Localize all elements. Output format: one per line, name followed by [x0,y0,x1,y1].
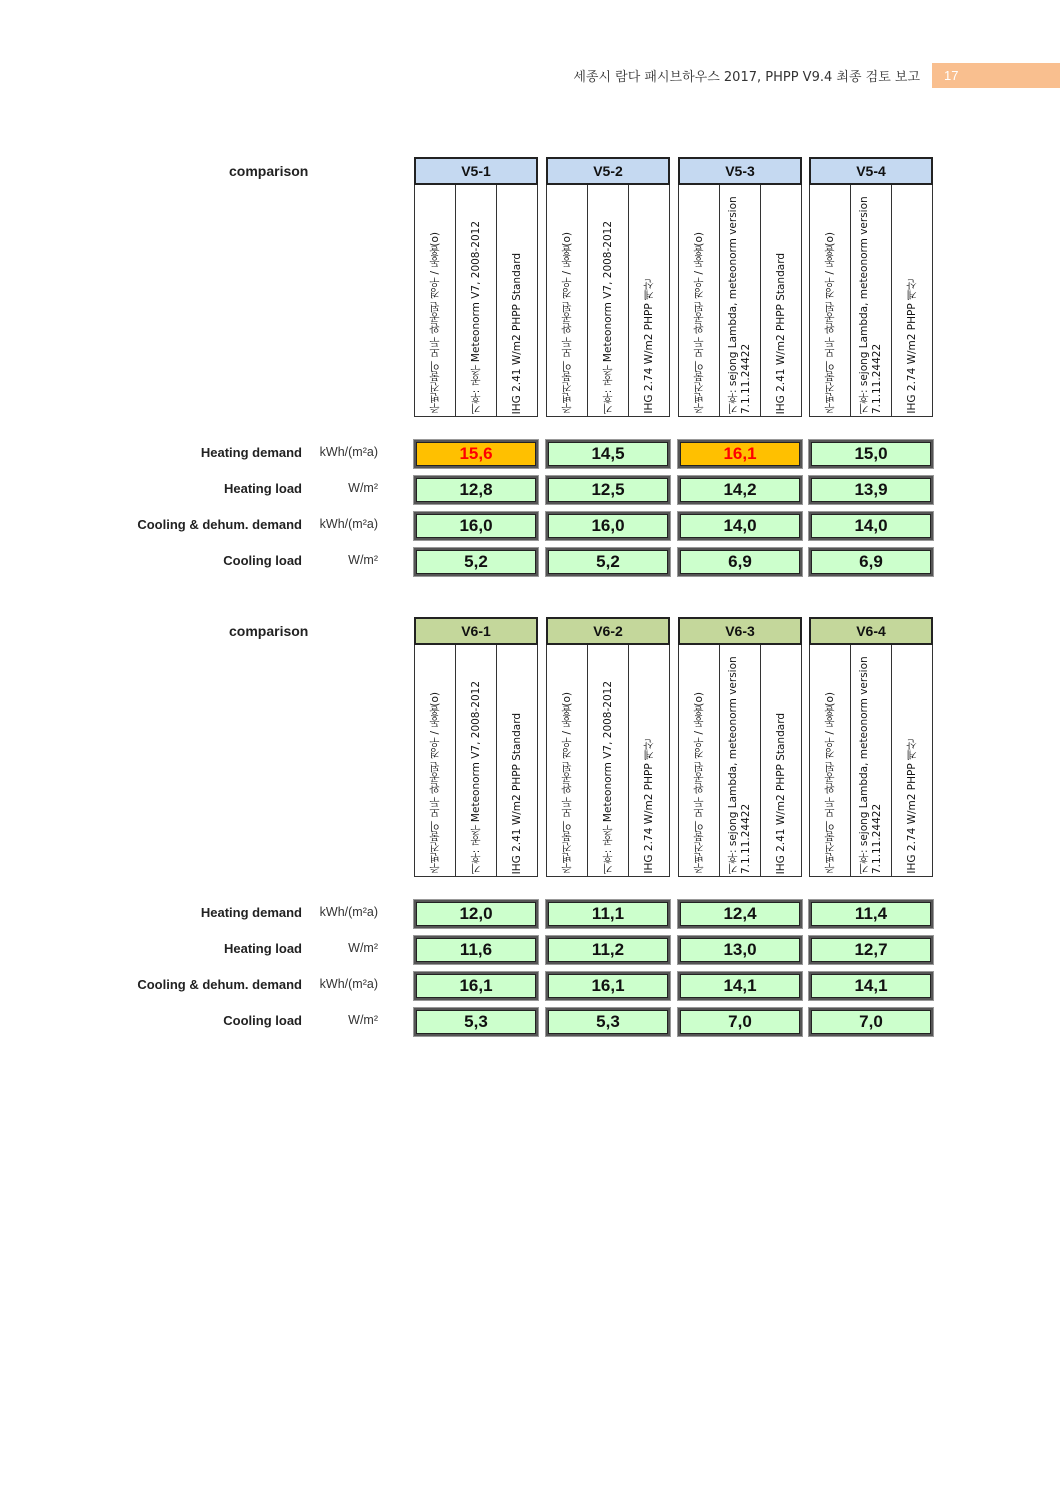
note-text: IHG 2.74 W/m2 PHPP 계산 [905,739,918,874]
note-cell [456,645,497,876]
comparison-label: comparison [229,163,309,179]
variant-column [678,617,802,877]
note-text: IHG 2.41 W/m2 PHPP Standard [510,712,523,874]
value-cell: 5,3 [414,1008,538,1036]
variant-header: V6-4 [809,617,933,645]
value-cell: 12,5 [546,476,670,504]
variant-notes [809,645,933,877]
variant-header: V6-3 [678,617,802,645]
document-header-title: 세종시 람다 패시브하우스 2017, PHPP V9.4 최종 검토 보고 [573,70,920,85]
value-cell: 12,7 [809,936,933,964]
note-cell [892,645,932,876]
value-cell: 7,0 [678,1008,802,1036]
variant-header: V5-3 [678,157,802,185]
note-cell [588,185,629,416]
note-cell [629,185,669,416]
row-unit: kWh/(m²a) [319,905,378,919]
row-label: Cooling load [223,553,302,568]
value-cell: 14,1 [809,972,933,1000]
row-label: Cooling & dehum. demand [137,977,302,992]
row-label: Cooling & dehum. demand [137,517,302,532]
note-text: IHG 2.74 W/m2 PHPP 계산 [905,279,918,414]
value-cell: 16,1 [546,972,670,1000]
note-text: 기후: sejong Lambda, meteonorm version 7.1.11.24422 [858,652,883,874]
variant-column [678,157,802,417]
value-cell: 13,9 [809,476,933,504]
comparison-label: comparison [229,623,309,639]
note-cell [415,185,456,416]
row-unit: W/m² [348,481,378,495]
value-cell: 7,0 [809,1008,933,1036]
row-unit: kWh/(m²a) [319,517,378,531]
value-cell: 11,4 [809,900,933,928]
value-cell: 11,2 [546,936,670,964]
note-text: 주변건물이 모두 완공된 경우 / 동홀(o) [823,692,836,874]
note-text: 기후: sejong Lambda, meteonorm version 7.1.11.24422 [727,192,752,414]
note-cell [720,185,761,416]
note-text: 주변건물이 모두 완공된 경우 / 동홀(o) [428,232,441,414]
row-label: Heating demand [200,905,302,920]
note-cell [456,185,497,416]
value-cell: 12,8 [414,476,538,504]
variant-header: V5-2 [546,157,670,185]
note-text: 주변건물이 모두 완공된 경우 / 동홀(o) [428,692,441,874]
row-label: Cooling load [223,1013,302,1028]
value-cell: 15,0 [809,440,933,468]
note-cell [629,645,669,876]
page-number: 17 [932,63,1060,88]
variant-notes [414,645,538,877]
value-cell: 16,0 [414,512,538,540]
row-label: Heating demand [200,445,302,460]
variant-column [414,157,538,417]
value-cell-highlighted: 16,1 [678,440,802,468]
value-cell: 5,3 [546,1008,670,1036]
note-text: IHG 2.74 W/m2 PHPP 계산 [642,279,655,414]
note-cell [497,645,537,876]
note-cell [679,185,720,416]
note-cell [851,185,892,416]
note-text: 주변건물이 모두 완공된 경우 / 동홀(o) [692,232,705,414]
note-cell [547,185,588,416]
row-unit: W/m² [348,1013,378,1027]
variant-notes [678,185,802,417]
variant-header: V6-1 [414,617,538,645]
note-text: 주변건물이 모두 완공된 경우 / 동홀(o) [823,232,836,414]
note-cell [415,645,456,876]
value-cell: 12,0 [414,900,538,928]
row-unit: kWh/(m²a) [319,445,378,459]
value-cell: 16,0 [546,512,670,540]
variant-header: V6-2 [546,617,670,645]
value-cell: 6,9 [809,548,933,576]
note-text: IHG 2.74 W/m2 PHPP 계산 [642,739,655,874]
variant-column [546,617,670,877]
note-text: 주변건물이 모두 완공된 경우 / 동홀(o) [560,692,573,874]
value-cell: 5,2 [414,548,538,576]
note-cell [761,185,801,416]
value-cell: 14,2 [678,476,802,504]
variant-column [414,617,538,877]
value-cell: 14,0 [678,512,802,540]
note-text: IHG 2.41 W/m2 PHPP Standard [774,252,787,414]
row-unit: kWh/(m²a) [319,977,378,991]
variant-notes [546,645,670,877]
note-cell [761,645,801,876]
variant-column [809,157,933,417]
note-cell [720,645,761,876]
row-label: Heating load [223,941,302,956]
note-text: 기후: 공주 Meteonorm V7, 2008-2012 [601,220,614,414]
value-cell: 13,0 [678,936,802,964]
note-text: IHG 2.41 W/m2 PHPP Standard [774,712,787,874]
variant-notes [678,645,802,877]
note-text: 기후: 공주 Meteonorm V7, 2008-2012 [469,220,482,414]
note-text: IHG 2.41 W/m2 PHPP Standard [510,252,523,414]
note-cell [892,185,932,416]
value-cell: 14,1 [678,972,802,1000]
note-cell [810,645,851,876]
value-cell: 11,1 [546,900,670,928]
variant-column [546,157,670,417]
variant-column [809,617,933,877]
value-cell: 11,6 [414,936,538,964]
note-text: 주변건물이 모두 완공된 경우 / 동홀(o) [692,692,705,874]
variant-notes [414,185,538,417]
value-cell: 5,2 [546,548,670,576]
note-cell [851,645,892,876]
note-cell [497,185,537,416]
note-text: 기후: sejong Lambda, meteonorm version 7.1.11.24422 [727,652,752,874]
variant-header: V5-4 [809,157,933,185]
note-cell [810,185,851,416]
row-unit: W/m² [348,553,378,567]
note-text: 기후: sejong Lambda, meteonorm version 7.1.11.24422 [858,192,883,414]
note-text: 기후: 공주 Meteonorm V7, 2008-2012 [469,680,482,874]
variant-notes [546,185,670,417]
variant-notes [809,185,933,417]
note-cell [588,645,629,876]
note-text: 기후: 공주 Meteonorm V7, 2008-2012 [601,680,614,874]
value-cell-highlighted: 15,6 [414,440,538,468]
row-unit: W/m² [348,941,378,955]
row-label: Heating load [223,481,302,496]
value-cell: 14,5 [546,440,670,468]
variant-header: V5-1 [414,157,538,185]
value-cell: 12,4 [678,900,802,928]
value-cell: 6,9 [678,548,802,576]
note-cell [547,645,588,876]
value-cell: 14,0 [809,512,933,540]
note-cell [679,645,720,876]
value-cell: 16,1 [414,972,538,1000]
note-text: 주변건물이 모두 완공된 경우 / 동홀(o) [560,232,573,414]
